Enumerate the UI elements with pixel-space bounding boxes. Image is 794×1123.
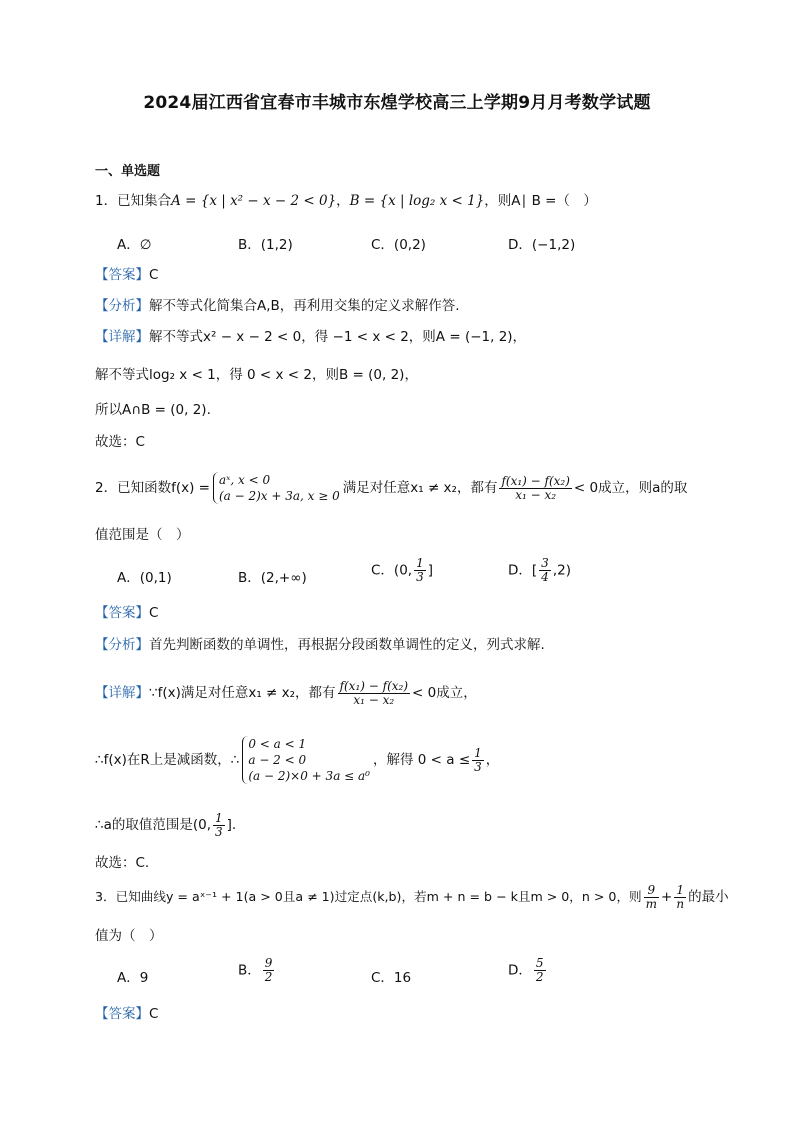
q2-analysis: 【分析】首先判断函数的单调性，再根据分段函数单调性的定义，列式求解.	[95, 637, 545, 653]
document-title: 2024届江西省宜春市丰城市东煌学校高三上学期9月月考数学试题	[143, 93, 651, 113]
set-a: A = {x | x² − x − 2 < 0}	[171, 193, 337, 209]
q3-option-b[interactable]: B． $\frac{9}{2}$	[238, 956, 273, 984]
q1-option-c[interactable]: C．(0,2)	[371, 237, 426, 253]
piecewise-function: aˣ, x < 0 (a − 2)x + 3a, x ≥ 0	[213, 472, 340, 504]
q1-option-d[interactable]: D．(−1,2)	[508, 237, 576, 253]
q3-option-d[interactable]: D． $\frac{5}{2}$	[508, 956, 544, 984]
q1-detail-2: 解不等式log₂ x < 1，得 0 < x < 2，则B = (0, 2)，	[95, 367, 418, 383]
q2-answer: 【答案】C	[95, 605, 159, 621]
q2-option-d[interactable]: D．[ $\frac{3}{4}$ ,2)	[508, 556, 571, 584]
q1-detail-3: 所以A∩B = (0, 2).	[95, 402, 211, 418]
q1-answer: 【答案】C	[95, 267, 159, 283]
set-b: B = {x | log₂ x < 1}	[349, 193, 485, 209]
q3-option-a[interactable]: A．9	[117, 970, 149, 986]
q2-choose: 故选：C.	[95, 855, 150, 871]
q1-detail-1: 【详解】解不等式x² − x − 2 < 0，得 −1 < x < 2，则A = (−1, 2)，	[95, 329, 527, 345]
difference-quotient: $\frac{\text{f(x₁) − f(x₂)}}{\text{x₁ − x₂}}$	[501, 473, 570, 502]
question-3-stem-line2: 值为（ ）	[95, 928, 163, 944]
q1-option-a[interactable]: A．∅	[117, 237, 152, 253]
q2-option-b[interactable]: B．(2,+∞)	[238, 570, 307, 586]
q2-detail-2: ∴f(x)在R上是减函数，∴ 0 < a < 1 a − 2 < 0 (a − 2)×0 + 3a ≤ a⁰ ，解得 0 < a ≤ $\frac{1}{3}$ ，	[95, 737, 500, 783]
q3-option-c[interactable]: C．16	[371, 970, 412, 986]
q3-answer: 【答案】C	[95, 1006, 159, 1022]
q2-detail-1: 【详解】∵f(x)满足对任意x₁ ≠ x₂，都有 $\frac{\text{f(x₁) − f(x₂)}}{\text{x₁ − x₂}}$ < 0成立，	[95, 678, 477, 707]
q1-choose: 故选：C	[95, 434, 145, 450]
inequality-system: 0 < a < 1 a − 2 < 0 (a − 2)×0 + 3a ≤ a⁰	[242, 736, 370, 784]
question-1-stem: 1．已知集合A = {x | x² − x − 2 < 0}，B = {x | log₂ x < 1}，则A∣ B =（ ）	[95, 193, 597, 209]
q1-option-b[interactable]: B．(1,2)	[238, 237, 293, 253]
q1-analysis: 【分析】解不等式化简集合A,B，再利用交集的定义求解作答.	[95, 298, 460, 314]
q2-detail-3: ∴a的取值范围是(0, $\frac{1}{3}$ ].	[95, 810, 237, 839]
question-2-stem-line2: 值范围是（ ）	[95, 527, 190, 543]
q2-option-a[interactable]: A．(0,1)	[117, 570, 172, 586]
question-3-stem: 3．已知曲线y = aˣ⁻¹ + 1(a > 0且a ≠ 1)过定点(k,b)，若m + n = b − k且m > 0，n > 0，则 $\frac{9}{m}$ + $\frac{1}{n}$ 的最小	[95, 882, 729, 911]
section-heading: 一、单选题	[95, 164, 161, 179]
question-2-stem: 2．已知函数f(x) = aˣ, x < 0 (a − 2)x + 3a, x ≥ 0 满足对任意x₁ ≠ x₂，都有 $\frac{\text{f(x₁) − f(x₂)}}{\text{x₁ − x₂}}$ < 0成立，则a的取	[95, 473, 688, 503]
q2-option-c[interactable]: C．(0, $\frac{1}{3}$ ]	[371, 556, 433, 584]
